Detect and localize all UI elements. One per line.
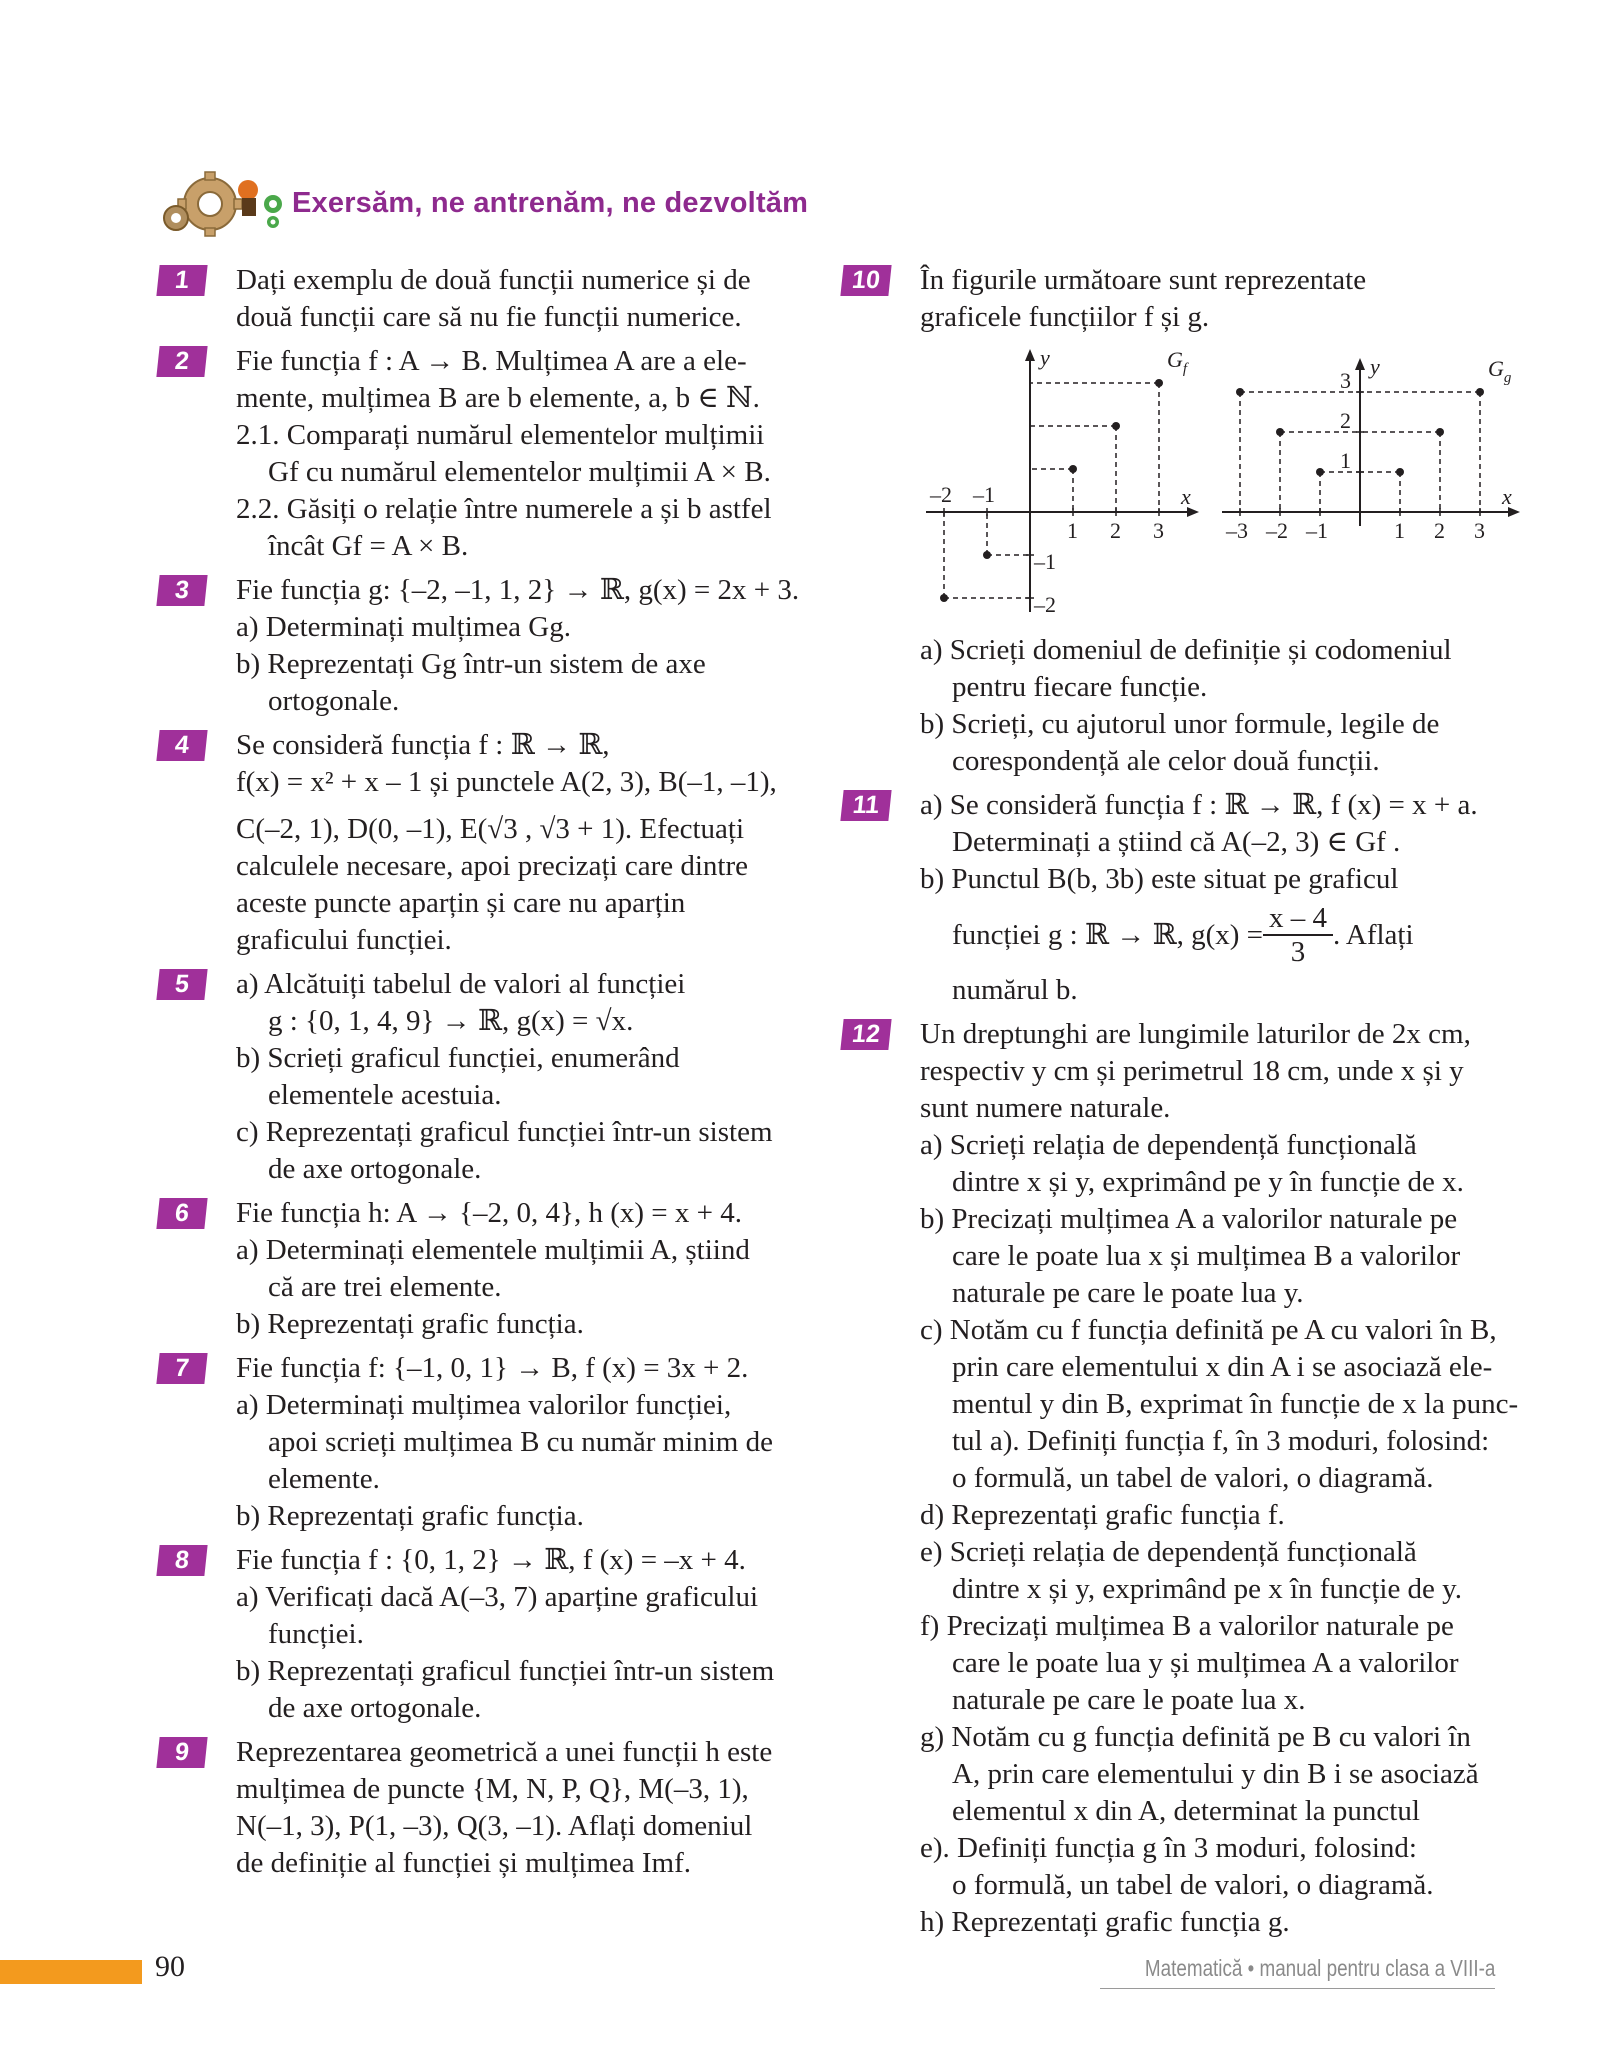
exercise-text: mentul y din B, exprimat în funcție de x la punc- bbox=[952, 1388, 1519, 1420]
fraction bbox=[1263, 902, 1333, 968]
exercise-number: 6 bbox=[156, 1198, 207, 1229]
gears-icon bbox=[158, 168, 286, 238]
g-x-tick-label: –1 bbox=[1306, 518, 1328, 543]
exercise-text: elemente. bbox=[268, 1463, 380, 1495]
exercise-text: naturale pe care le poate lua x. bbox=[952, 1684, 1306, 1716]
exercise-text: dintre x și y, exprimând pe y în funcție de x. bbox=[952, 1166, 1464, 1198]
exercise-text: a) Determinați elementele mulțimii A, știind bbox=[236, 1234, 750, 1266]
exercise-text: graficului funcției. bbox=[236, 924, 452, 956]
exercise-12 bbox=[842, 1016, 1519, 1941]
exercise-4 bbox=[158, 727, 808, 959]
exercise-text: c) Notăm cu f funcția definită pe A cu valori în B, bbox=[920, 1314, 1497, 1346]
g-point bbox=[1396, 468, 1404, 476]
exercise-text: A, prin care elementului y din B i se asociază bbox=[952, 1758, 1479, 1790]
exercise-text: Fie funcția f : A → B. Mulțimea A are a ele- bbox=[236, 345, 747, 377]
exercise-number: 2 bbox=[156, 346, 207, 377]
exercise-number: 10 bbox=[840, 265, 891, 296]
exercise-text: b) Scrieți, cu ajutorul unor formule, legile de bbox=[920, 708, 1440, 740]
exercise-text: de axe ortogonale. bbox=[268, 1153, 482, 1185]
exercise-text: b) Reprezentați graficul funcției într-un sistem bbox=[236, 1655, 775, 1687]
exercise-text: C(–2, 1), D(0, –1), E(√3 , √3 + 1). Efectuați bbox=[236, 813, 745, 845]
g-x-tick-label: –3 bbox=[1226, 518, 1248, 543]
f-graph-label: $G_f$ bbox=[1167, 347, 1188, 377]
exercise-text: aceste puncte aparțin și care nu aparțin bbox=[236, 887, 686, 919]
g-y-arrow bbox=[1355, 358, 1365, 370]
exercise-number: 7 bbox=[156, 1353, 207, 1384]
exercise-text: tul a). Definiți funcția f, în 3 moduri, folosind: bbox=[952, 1425, 1490, 1457]
exercise-text: respectiv y cm și perimetrul 18 cm, unde x și y bbox=[920, 1055, 1464, 1087]
fraction-numerator: x – 4 bbox=[1263, 902, 1333, 936]
exercise-6 bbox=[158, 1195, 808, 1343]
exercise-text: b) Scrieți graficul funcției, enumerând bbox=[236, 1042, 680, 1074]
footer-rule bbox=[1100, 1988, 1495, 1989]
exercise-text: Fie funcția f : {0, 1, 2} → ℝ, f (x) = –x + 4. bbox=[236, 1544, 746, 1576]
exercise-11 bbox=[842, 787, 1492, 1009]
exercise-text: f) Precizați mulțimea B a valorilor naturale pe bbox=[920, 1610, 1454, 1642]
g-y-tick-label: 2 bbox=[1340, 408, 1351, 433]
exercise-text: două funcții care să nu fie funcții numerice. bbox=[236, 301, 742, 333]
exercise-3 bbox=[158, 572, 808, 720]
f-point bbox=[983, 551, 991, 559]
exercise-text: Se consideră funcția f : ℝ → ℝ, bbox=[236, 729, 610, 761]
exercise-text: Gf cu numărul elementelor mulțimii A × B. bbox=[268, 456, 771, 488]
f-point bbox=[1155, 379, 1163, 387]
g-y-tick-label: 1 bbox=[1340, 448, 1351, 473]
exercise-text: numărul b. bbox=[952, 974, 1078, 1006]
exercise-text: Fie funcția f: {–1, 0, 1} → B, f (x) = 3x + 2. bbox=[236, 1352, 749, 1384]
f-x-axis-label: x bbox=[1181, 484, 1191, 509]
exercise-text: d) Reprezentați grafic funcția f. bbox=[920, 1499, 1285, 1531]
f-y-axis-label: y bbox=[1040, 345, 1050, 370]
section-header bbox=[158, 168, 808, 238]
exercise-text: e). Definiți funcția g în 3 moduri, folosind: bbox=[920, 1832, 1417, 1864]
exercise-text: În figurile următoare sunt reprezentate bbox=[920, 264, 1367, 296]
f-point bbox=[1112, 422, 1120, 430]
exercise-text: c) Reprezentați graficul funcției într-un sistem bbox=[236, 1116, 773, 1148]
g-y-tick-label: 3 bbox=[1340, 368, 1351, 393]
f-x-tick-label: 2 bbox=[1110, 518, 1121, 543]
exercise-text: dintre x și y, exprimând pe x în funcție de y. bbox=[952, 1573, 1463, 1605]
exercise-text: o formulă, un tabel de valori, o diagramă. bbox=[952, 1462, 1434, 1494]
exercise-text: Dați exemplu de două funcții numerice și de bbox=[236, 264, 751, 296]
exercise-text: N(–1, 3), P(1, –3), Q(3, –1). Aflați domeniul bbox=[236, 1810, 753, 1842]
g-point bbox=[1276, 428, 1284, 436]
exercise-7 bbox=[158, 1350, 808, 1535]
fraction-denominator: 3 bbox=[1290, 936, 1306, 968]
exercise-text: care le poate lua x și mulțimea B a valorilor bbox=[952, 1240, 1461, 1272]
exercise-text: ortogonale. bbox=[268, 685, 400, 717]
exercise-text: elementele acestuia. bbox=[268, 1079, 502, 1111]
exercise-number: 9 bbox=[156, 1737, 207, 1768]
exercise-text: o formulă, un tabel de valori, o diagramă. bbox=[952, 1869, 1434, 1901]
exercise-text: Determinați a știind că A(–2, 3) ∈ Gf . bbox=[952, 826, 1401, 858]
exercise-text: naturale pe care le poate lua y. bbox=[952, 1277, 1304, 1309]
exercise-5 bbox=[158, 966, 808, 1188]
book-title: Matematică • manual pentru clasa a VIII-a bbox=[1144, 1955, 1495, 1981]
exercise-text: b) Reprezentați grafic funcția. bbox=[236, 1308, 584, 1340]
function-graphs bbox=[920, 340, 1512, 630]
exercise-text: g) Notăm cu g funcția definită pe B cu valori în bbox=[920, 1721, 1471, 1753]
exercise-9 bbox=[158, 1734, 808, 1882]
exercise-text: încât Gf = A × B. bbox=[268, 530, 469, 562]
exercise-text: b) Precizați mulțimea A a valorilor naturale pe bbox=[920, 1203, 1458, 1235]
exercise-text: de axe ortogonale. bbox=[268, 1692, 482, 1724]
g-x-axis-label: x bbox=[1502, 484, 1512, 509]
exercise-text: a) Se consideră funcția f : ℝ → ℝ, f (x) = x + a. bbox=[920, 789, 1478, 821]
exercise-text: calculele necesare, apoi precizați care dintre bbox=[236, 850, 748, 882]
footer-bar bbox=[0, 1960, 142, 1984]
exercise-1 bbox=[158, 262, 808, 336]
g-x-tick-label: 2 bbox=[1434, 518, 1445, 543]
exercise-text: 2.1. Comparați numărul elementelor mulțimii bbox=[236, 419, 765, 451]
exercise-text: . Aflați bbox=[1333, 918, 1414, 951]
exercise-text: graficele funcțiilor f și g. bbox=[920, 301, 1210, 333]
exercise-text: mulțimea de puncte {M, N, P, Q}, M(–3, 1), bbox=[236, 1773, 749, 1805]
exercise-10 bbox=[842, 262, 1512, 780]
g-point bbox=[1436, 428, 1444, 436]
f-x-tick-label: 1 bbox=[1067, 518, 1078, 543]
exercise-text: a) Alcătuiți tabelul de valori al funcției bbox=[236, 968, 686, 1000]
f-y-arrow bbox=[1025, 349, 1035, 361]
f-x-tick-label: 3 bbox=[1153, 518, 1164, 543]
exercise-text: corespondență ale celor două funcții. bbox=[952, 745, 1380, 777]
exercise-8 bbox=[158, 1542, 808, 1727]
exercise-number: 5 bbox=[156, 969, 207, 1000]
exercise-text: Un dreptunghi are lungimile laturilor de 2x cm, bbox=[920, 1018, 1471, 1050]
exercise-text: a) Determinați mulțimea Gg. bbox=[236, 611, 572, 643]
g-point bbox=[1476, 388, 1484, 396]
exercise-number: 12 bbox=[840, 1019, 891, 1050]
f-x-tick-label: –2 bbox=[930, 482, 952, 507]
exercise-number: 11 bbox=[840, 790, 891, 821]
exercise-text: f(x) = x² + x – 1 și punctele A(2, 3), B(–1, –1), bbox=[236, 766, 777, 798]
exercise-text: b) Punctul B(b, 3b) este situat pe graficul bbox=[920, 863, 1399, 895]
exercise-text: 2.2. Găsiți o relație între numerele a și b astfel bbox=[236, 493, 772, 525]
exercise-text: Fie funcția h: A → {–2, 0, 4}, h (x) = x + 4. bbox=[236, 1197, 742, 1229]
exercise-number: 1 bbox=[156, 265, 207, 296]
exercise-text: funcției. bbox=[268, 1618, 364, 1650]
exercise-text: de definiție al funcției și mulțimea Imf. bbox=[236, 1847, 691, 1879]
g-point bbox=[1316, 468, 1324, 476]
exercise-2 bbox=[158, 343, 808, 565]
fraction-line bbox=[920, 898, 1492, 972]
f-y-tick-label: –2 bbox=[1034, 592, 1056, 617]
exercise-text: funcției g : ℝ → ℝ, g(x) = bbox=[952, 918, 1263, 951]
exercise-text: h) Reprezentați grafic funcția g. bbox=[920, 1906, 1290, 1938]
left-column bbox=[158, 262, 808, 1889]
exercise-text: prin care elementului x din A i se asociază ele- bbox=[952, 1351, 1493, 1383]
exercise-text: elementul x din A, determinat la punctul bbox=[952, 1795, 1420, 1827]
g-graph-label: $G_g$ bbox=[1488, 356, 1512, 386]
exercise-text: mente, mulțimea B are b elemente, a, b ∈ ℕ. bbox=[236, 382, 760, 414]
exercise-text: e) Scrieți relația de dependență funcțională bbox=[920, 1536, 1417, 1568]
graphs-svg bbox=[890, 340, 1530, 630]
exercise-text: a) Scrieți relația de dependență funcțională bbox=[920, 1129, 1417, 1161]
f-point bbox=[940, 594, 948, 602]
f-x-tick-label: –1 bbox=[973, 482, 995, 507]
exercise-text: că are trei elemente. bbox=[268, 1271, 502, 1303]
exercise-text: sunt numere naturale. bbox=[920, 1092, 1171, 1124]
f-y-tick-label: –1 bbox=[1034, 549, 1056, 574]
page-number: 90 bbox=[155, 1950, 185, 1983]
exercise-text: care le poate lua y și mulțimea A a valorilor bbox=[952, 1647, 1459, 1679]
exercise-number: 4 bbox=[156, 730, 207, 761]
exercise-text: pentru fiecare funcție. bbox=[952, 671, 1208, 703]
exercise-text: Fie funcția g: {–2, –1, 1, 2} → ℝ, g(x) = 2x + 3. bbox=[236, 574, 800, 606]
exercise-text: a) Determinați mulțimea valorilor funcției, bbox=[236, 1389, 732, 1421]
g-x-tick-label: –2 bbox=[1266, 518, 1288, 543]
f-point bbox=[1069, 465, 1077, 473]
exercise-number: 8 bbox=[156, 1545, 207, 1576]
exercise-text: a) Scrieți domeniul de definiție și codomeniul bbox=[920, 634, 1452, 666]
exercise-text: Reprezentarea geometrică a unei funcții h este bbox=[236, 1736, 773, 1768]
g-x-tick-label: 3 bbox=[1474, 518, 1485, 543]
exercise-text: g : {0, 1, 4, 9} → ℝ, g(x) = √x. bbox=[268, 1005, 634, 1037]
section-title: Exersăm, ne antrenăm, ne dezvoltăm bbox=[292, 186, 809, 219]
exercise-text: a) Verificați dacă A(–3, 7) aparține graficului bbox=[236, 1581, 759, 1613]
g-y-axis-label: y bbox=[1370, 354, 1380, 379]
g-point bbox=[1236, 388, 1244, 396]
exercise-number: 3 bbox=[156, 575, 207, 606]
g-x-tick-label: 1 bbox=[1394, 518, 1405, 543]
exercise-text: b) Reprezentați Gg într-un sistem de axe bbox=[236, 648, 706, 680]
exercise-text: b) Reprezentați grafic funcția. bbox=[236, 1500, 584, 1532]
exercise-text: apoi scrieți mulțimea B cu număr minim de bbox=[268, 1426, 773, 1458]
right-column bbox=[842, 262, 1519, 1948]
